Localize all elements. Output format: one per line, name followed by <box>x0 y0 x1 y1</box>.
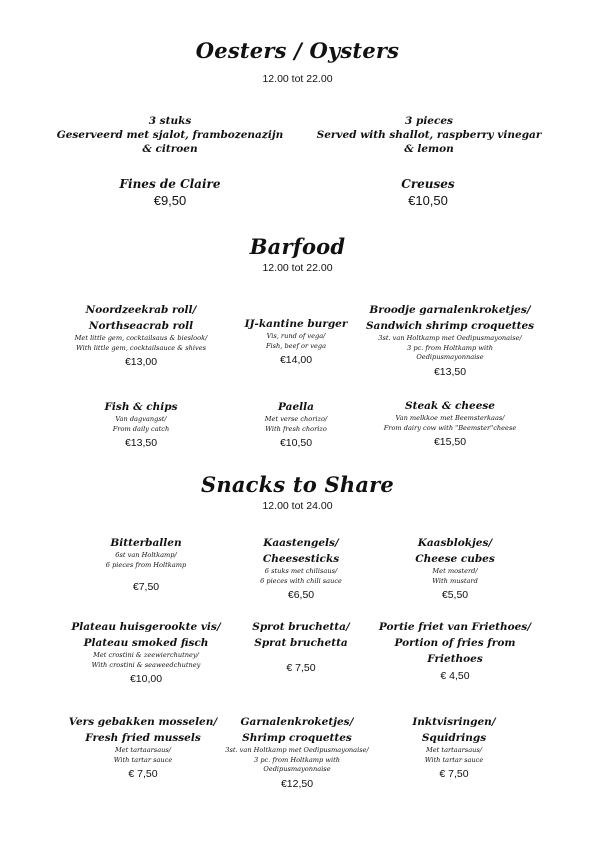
menu-item <box>216 535 386 602</box>
item-description: Met little gem, cocktailsaus & bieslook/ <box>74 334 208 342</box>
item-name: Inktvisringen/ <box>412 716 496 728</box>
menu-item <box>56 399 226 450</box>
snacks-title: Snacks to Share <box>201 472 394 497</box>
menu-item <box>56 302 226 369</box>
item-price: €6,50 <box>287 589 315 601</box>
item-description: Oedipusmayonnaise <box>416 353 484 361</box>
item-price: € 4,50 <box>440 670 470 682</box>
item-name: Cheese cubes <box>415 553 495 565</box>
item-name: Broodje garnalenkroketjes/ <box>369 304 531 316</box>
item-price: €10,50 <box>408 193 448 208</box>
item-name: Cheesesticks <box>262 553 340 565</box>
item-description: 6 stuks met chilisaus/ <box>264 567 338 575</box>
intro-line: 3 stuks <box>148 115 192 127</box>
menu-item <box>369 714 539 781</box>
item-price: €5,50 <box>441 589 469 601</box>
item-name: Creuses <box>401 177 455 191</box>
barfood-title: Barfood <box>249 234 346 259</box>
snacks-hours: 12.00 tot 24.00 <box>262 500 333 512</box>
item-description: From daily catch <box>112 424 170 433</box>
item-description: With little gem, cocktailsauce & shives <box>75 343 207 352</box>
item-price: €7,50 <box>132 581 160 593</box>
item-name: Plateau smoked fisch <box>83 637 209 649</box>
item-price: € 7,50 <box>286 662 316 674</box>
item-description: Met verse chorizo/ <box>264 415 328 423</box>
item-name: Portion of fries from <box>394 637 516 649</box>
item-description: Fish, beef or vega <box>265 341 327 350</box>
item-name: Steak & cheese <box>405 400 495 412</box>
oysters-intro-nl <box>40 114 300 156</box>
item-price: €14,00 <box>279 354 313 366</box>
item-name: Sprot bruchetta/ <box>252 621 350 633</box>
item-name: Paella <box>278 401 314 413</box>
menu-item <box>370 535 540 602</box>
intro-line: 3 pieces <box>405 115 453 127</box>
item-price: €15,50 <box>433 436 467 448</box>
item-price: €10,50 <box>279 437 313 449</box>
oysters-intro-en <box>300 114 558 156</box>
item-price: €13,50 <box>433 365 467 378</box>
oyster-item <box>318 176 538 209</box>
item-name: Fines de Claire <box>119 177 221 191</box>
intro-line: & citroen <box>142 143 198 155</box>
item-description: Met tartaarsaus/ <box>115 746 171 754</box>
item-description: Van dagvangst/ <box>115 415 167 423</box>
oysters-hours: 12.00 tot 22.00 <box>262 73 333 85</box>
item-description: With tartar sauce <box>113 755 173 764</box>
menu-item <box>365 302 535 379</box>
item-description: 6st van Holtkamp/ <box>115 551 177 559</box>
item-name: Vers gebakken mosselen/ <box>68 716 218 728</box>
item-name: IJ-kantine burger <box>244 318 348 330</box>
item-name: Fish & chips <box>104 401 178 413</box>
item-name: Friethoes <box>427 653 483 665</box>
item-description: With mustard <box>432 576 478 585</box>
item-description: 3 pc. from Holtkamp with <box>407 343 493 352</box>
item-description: Vis, rund of vega/ <box>266 332 326 340</box>
item-name: Noordzeekrab roll/ <box>85 304 197 316</box>
item-name: Squidrings <box>421 732 487 744</box>
intro-line: & lemon <box>404 143 454 155</box>
item-description: Met mosterd/ <box>432 567 478 575</box>
menu-item <box>61 535 231 594</box>
item-description: With tartar sauce <box>424 755 484 764</box>
menu-item <box>61 619 231 686</box>
item-description: Oedipusmayonnaise <box>263 765 331 773</box>
item-name: Kaastengels/ <box>263 537 339 549</box>
item-price: €10,00 <box>129 673 163 685</box>
oysters-title: Oesters / Oysters <box>195 38 400 63</box>
item-description: 3 pc. from Holtkamp with <box>254 755 340 764</box>
barfood-hours: 12.00 tot 22.00 <box>262 262 333 274</box>
item-name: Portie friet van Friethoes/ <box>378 621 532 633</box>
item-name: Shrimp croquettes <box>242 732 352 744</box>
item-price: € 7,50 <box>128 768 158 780</box>
item-price: €13,50 <box>124 437 158 449</box>
menu-item <box>58 714 228 781</box>
item-name: Fresh fried mussels <box>85 732 201 744</box>
intro-line: Geserveerd met sjalot, frambozenazijn <box>56 129 284 141</box>
item-price: €9,50 <box>153 193 187 208</box>
item-description: 3st. van Holtkamp met Oedipusmayonaise/ <box>225 746 369 754</box>
item-name: Plateau huisgerookte vis/ <box>71 621 221 633</box>
menu-item <box>365 398 535 449</box>
menu-item <box>212 714 382 791</box>
item-description: Met tartaarsaus/ <box>426 746 482 754</box>
oyster-item <box>60 176 280 209</box>
item-description: Van melkkoe met Beemsterkaas/ <box>395 414 505 422</box>
item-name: Kaasblokjes/ <box>417 537 493 549</box>
item-price: € 7,50 <box>439 768 469 780</box>
menu-item <box>216 619 386 675</box>
item-description: Met crostini & zeewierchutney/ <box>93 651 199 659</box>
item-description: 3st. van Holtkamp met Oedipusmayonaise/ <box>378 334 522 342</box>
item-name: Sprat bruchetta <box>254 637 348 649</box>
menu-item <box>211 316 381 367</box>
item-name: Northseacrab roll <box>88 320 194 332</box>
item-description: With crostini & seaweedchutney <box>91 660 201 669</box>
item-price: €12,50 <box>280 777 314 790</box>
item-name: Bitterballen <box>110 537 182 549</box>
item-description: From dairy cow with "Beemster"cheese <box>383 423 517 432</box>
intro-line: Served with shallot, raspberry vinegar <box>316 129 542 141</box>
item-description: 6 pieces from Holtkamp <box>105 560 187 569</box>
item-name: Sandwich shrimp croquettes <box>365 320 535 332</box>
item-price: €13,00 <box>124 356 158 368</box>
menu-item <box>370 619 540 683</box>
item-description: 6 pieces with chili sauce <box>260 576 342 585</box>
item-name: Garnalenkroketjes/ <box>240 716 354 728</box>
menu-item <box>211 399 381 450</box>
item-description: With fresh chorizo <box>265 424 327 433</box>
